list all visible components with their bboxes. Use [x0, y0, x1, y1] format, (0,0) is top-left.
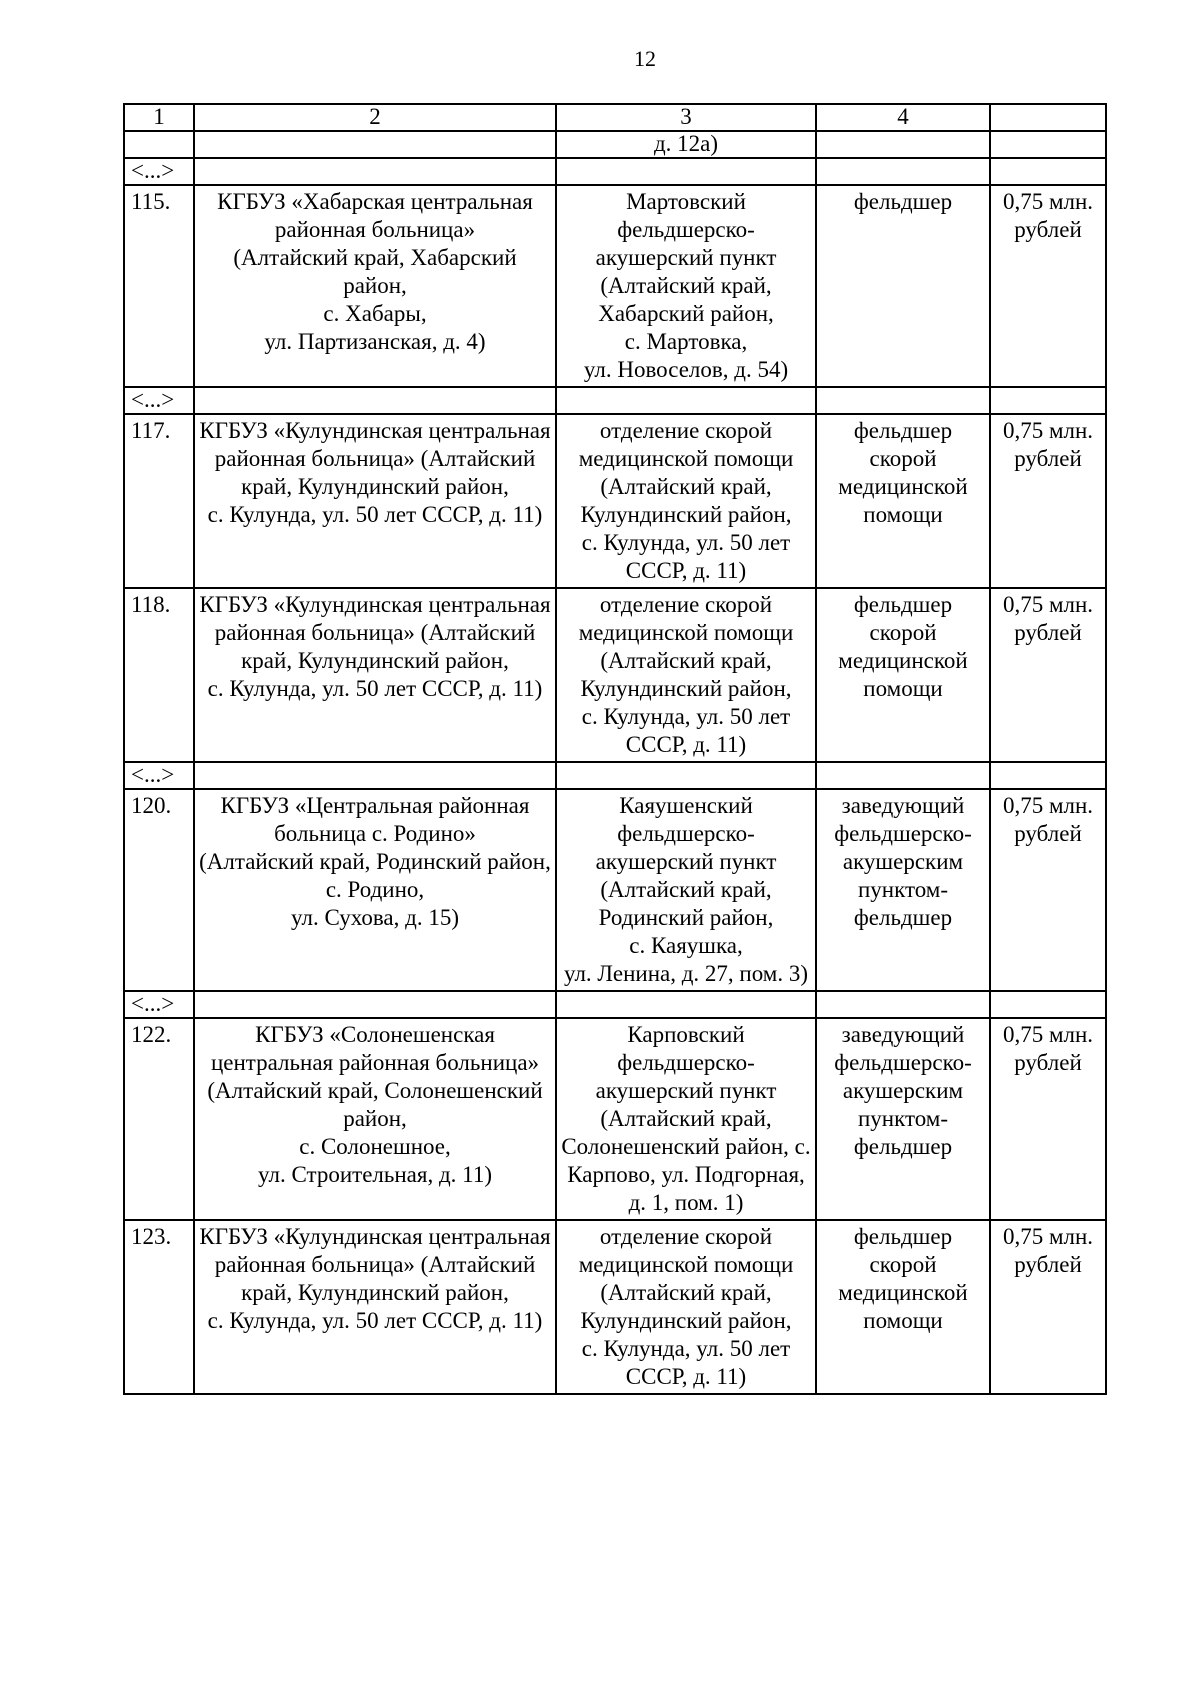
row-number: 122.	[124, 1018, 194, 1220]
position-cell: фельдшер скорой медицинской помощи	[816, 588, 990, 762]
position-cell: заведующий фельдшерско-акушерским пунктом-фельдшер	[816, 789, 990, 991]
row-number: 117.	[124, 414, 194, 588]
position-cell: заведующий фельдшерско-акушерским пунктом-фельдшер	[816, 1018, 990, 1220]
row-number: 118.	[124, 588, 194, 762]
header-row	[124, 104, 1106, 131]
organization-cell: КГБУЗ «Хабарская центральная районная больница» (Алтайский край, Хабарский район, с. Хабары, ул. Партизанская, д. 4)	[194, 185, 556, 387]
table-row	[124, 1018, 1106, 1220]
header-col-2: 2	[194, 104, 556, 131]
ellipsis-row	[124, 991, 1106, 1018]
ellipsis-marker: <...>	[124, 158, 194, 185]
ellipsis-row	[124, 158, 1106, 185]
unit-cell: Мартовский фельдшерско-акушерский пункт (Алтайский край, Хабарский район, с. Мартовка, ул. Новоселов, д. 54)	[556, 185, 816, 387]
ellipsis-marker: <...>	[124, 387, 194, 414]
position-cell: фельдшер	[816, 185, 990, 387]
amount-cell: 0,75 млн. рублей	[990, 1018, 1106, 1220]
organization-cell: КГБУЗ «Кулундинская центральная районная больница» (Алтайский край, Кулундинский район, с. Кулунда, ул. 50 лет СССР, д. 11)	[194, 1220, 556, 1394]
position-cell: фельдшер скорой медицинской помощи	[816, 1220, 990, 1394]
organization-cell: КГБУЗ «Кулундинская центральная районная больница» (Алтайский край, Кулундинский район, с. Кулунда, ул. 50 лет СССР, д. 11)	[194, 588, 556, 762]
ellipsis-marker: <...>	[124, 762, 194, 789]
table-row	[124, 588, 1106, 762]
continuation-address: д. 12а)	[556, 131, 816, 158]
unit-cell: Карповский фельдшерско-акушерский пункт (Алтайский край, Солонешенский район, с. Карпово, ул. Подгорная, д. 1, пом. 1)	[556, 1018, 816, 1220]
ellipsis-marker: <...>	[124, 991, 194, 1018]
table-row	[124, 789, 1106, 991]
unit-cell: отделение скорой медицинской помощи (Алтайский край, Кулундинский район, с. Кулунда, ул. 50 лет СССР, д. 11)	[556, 1220, 816, 1394]
organization-cell: КГБУЗ «Кулундинская центральная районная больница» (Алтайский край, Кулундинский район, с. Кулунда, ул. 50 лет СССР, д. 11)	[194, 414, 556, 588]
ellipsis-row	[124, 387, 1106, 414]
unit-cell: отделение скорой медицинской помощи (Алтайский край, Кулундинский район, с. Кулунда, ул. 50 лет СССР, д. 11)	[556, 414, 816, 588]
row-number: 120.	[124, 789, 194, 991]
unit-cell: отделение скорой медицинской помощи (Алтайский край, Кулундинский район, с. Кулунда, ул. 50 лет СССР, д. 11)	[556, 588, 816, 762]
position-cell: фельдшер скорой медицинской помощи	[816, 414, 990, 588]
table-row	[124, 1220, 1106, 1394]
continuation-row	[124, 131, 1106, 158]
table-row	[124, 185, 1106, 387]
page-number: 12	[634, 46, 656, 71]
organization-cell: КГБУЗ «Центральная районная больница с. Родино» (Алтайский край, Родинский район, с. Родино, ул. Сухова, д. 15)	[194, 789, 556, 991]
amount-cell: 0,75 млн. рублей	[990, 588, 1106, 762]
header-col-1: 1	[124, 104, 194, 131]
header-col-5	[990, 104, 1106, 131]
organization-cell: КГБУЗ «Солонешенская центральная районная больница» (Алтайский край, Солонешенский район, с. Солонешное, ул. Строительная, д. 11)	[194, 1018, 556, 1220]
unit-cell: Каяушенский фельдшерско-акушерский пункт (Алтайский край, Родинский район, с. Каяушка, ул. Ленина, д. 27, пом. 3)	[556, 789, 816, 991]
amount-cell: 0,75 млн. рублей	[990, 1220, 1106, 1394]
table-row	[124, 414, 1106, 588]
amount-cell: 0,75 млн. рублей	[990, 414, 1106, 588]
header-col-3: 3	[556, 104, 816, 131]
facilities-table	[123, 103, 1107, 1395]
row-number: 115.	[124, 185, 194, 387]
ellipsis-row	[124, 762, 1106, 789]
header-col-4: 4	[816, 104, 990, 131]
row-number: 123.	[124, 1220, 194, 1394]
amount-cell: 0,75 млн. рублей	[990, 789, 1106, 991]
amount-cell: 0,75 млн. рублей	[990, 185, 1106, 387]
